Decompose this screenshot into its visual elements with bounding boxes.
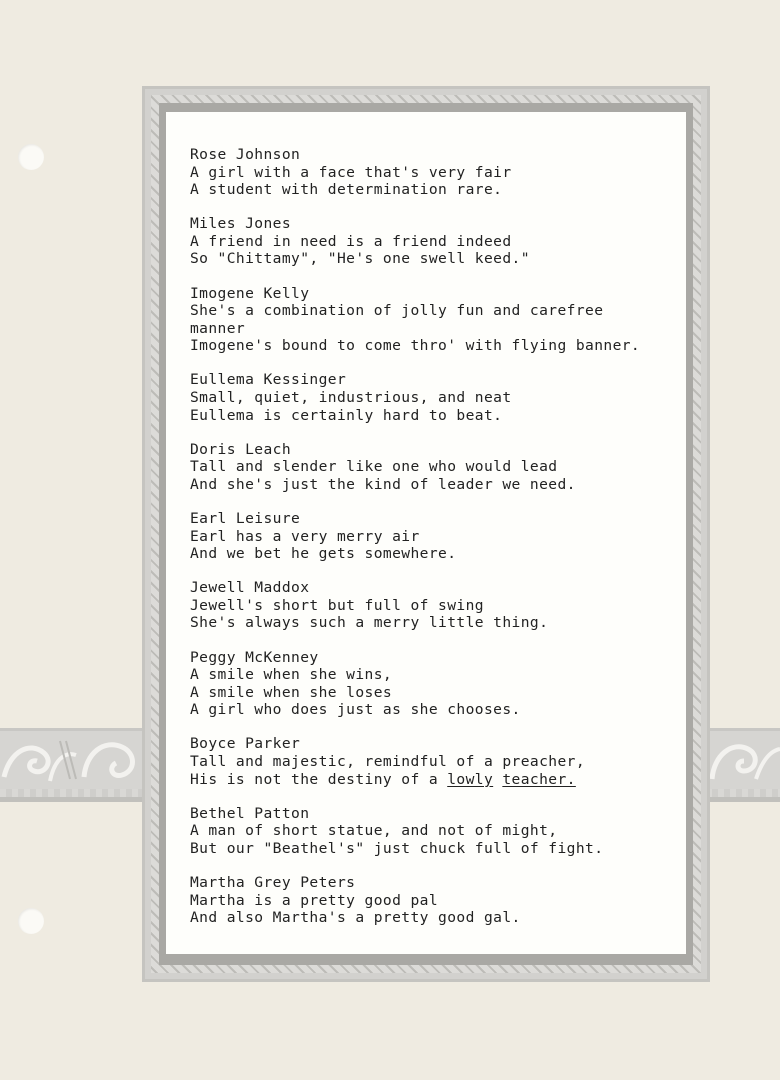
entry-line: And we bet he gets somewhere. (190, 545, 457, 563)
underlined-word: teacher. (502, 770, 576, 788)
entry-line: A smile when she wins, (190, 666, 393, 684)
punch-hole-top (18, 144, 44, 170)
entry-line: She's always such a merry little thing. (190, 614, 549, 632)
line-text: His is not the destiny of a (190, 770, 448, 788)
entry-name: Bethel Patton (190, 804, 310, 822)
entry-line: Tall and majestic, remindful of a preacher, (190, 753, 586, 771)
entry-doris-leach (190, 441, 670, 494)
entry-name: Rose Johnson (190, 146, 301, 163)
entry-line: A friend in need is a friend indeed (190, 232, 512, 250)
entry-name: Imogene Kelly (190, 284, 310, 302)
entry-name: Miles Jones (190, 215, 292, 233)
entry-line: She's a combination of jolly fun and carefree (190, 302, 604, 320)
entry-miles-jones (190, 215, 670, 268)
line-text (493, 771, 502, 788)
entry-name: Jewell Maddox (190, 579, 310, 597)
entry-line: manner (190, 319, 246, 337)
entry-name: Martha Grey Peters (190, 874, 356, 891)
entry-line: Martha is a pretty good pal (190, 891, 439, 909)
entry-jewell-maddox (190, 579, 670, 632)
entry-line: A girl with a face that's very fair (190, 163, 512, 181)
entry-bethel-patton (190, 805, 670, 858)
paper-page (166, 112, 686, 954)
entry-line: Tall and slender like one who would lead (190, 458, 558, 476)
entry-boyce-parker (190, 735, 670, 788)
entry-name: Earl Leisure (190, 510, 301, 527)
entry-line: But our "Beathel's" just chuck full of fight. (190, 839, 604, 857)
entry-line: A smile when she loses (190, 683, 393, 701)
entry-rose-johnson (190, 146, 670, 199)
entry-peggy-mckenney (190, 649, 670, 719)
entry-line: Jewell's short but full of swing (190, 596, 484, 614)
entry-line: A man of short statue, and not of might, (190, 822, 558, 840)
entry-line: And she's just the kind of leader we need. (190, 475, 576, 493)
entry-line: A girl who does just as she chooses. (190, 701, 521, 719)
entry-name: Eullema Kessinger (190, 371, 347, 389)
punch-hole-bottom (18, 908, 44, 934)
entry-line: So "Chittamy", "He's one swell keed." (190, 250, 530, 268)
scroll-ornament-icon (706, 731, 780, 789)
entry-earl-leisure (190, 510, 670, 563)
entry-imogene-kelly (190, 285, 670, 355)
entry-line: Eullema is certainly hard to beat. (190, 406, 503, 424)
entry-line: A student with determination rare. (190, 181, 503, 199)
entry-eullema-kessinger (190, 371, 670, 424)
entry-list (190, 146, 670, 943)
scroll-ornament-icon (0, 731, 146, 789)
ornamental-band-right (706, 728, 780, 802)
entry-line-underlined (190, 771, 670, 789)
entry-name: Doris Leach (190, 440, 292, 458)
underlined-word: lowly (447, 770, 494, 788)
entry-line: Small, quiet, industrious, and neat (190, 389, 512, 407)
entry-name: Boyce Parker (190, 735, 301, 753)
entry-line: Imogene's bound to come thro' with flying banner. (190, 337, 641, 355)
entry-line: And also Martha's a pretty good gal. (190, 909, 521, 927)
entry-martha-grey-peters (190, 874, 670, 927)
ornamental-band-left (0, 728, 146, 802)
entry-line: Earl has a very merry air (190, 527, 420, 545)
entry-name: Peggy McKenney (190, 648, 319, 666)
